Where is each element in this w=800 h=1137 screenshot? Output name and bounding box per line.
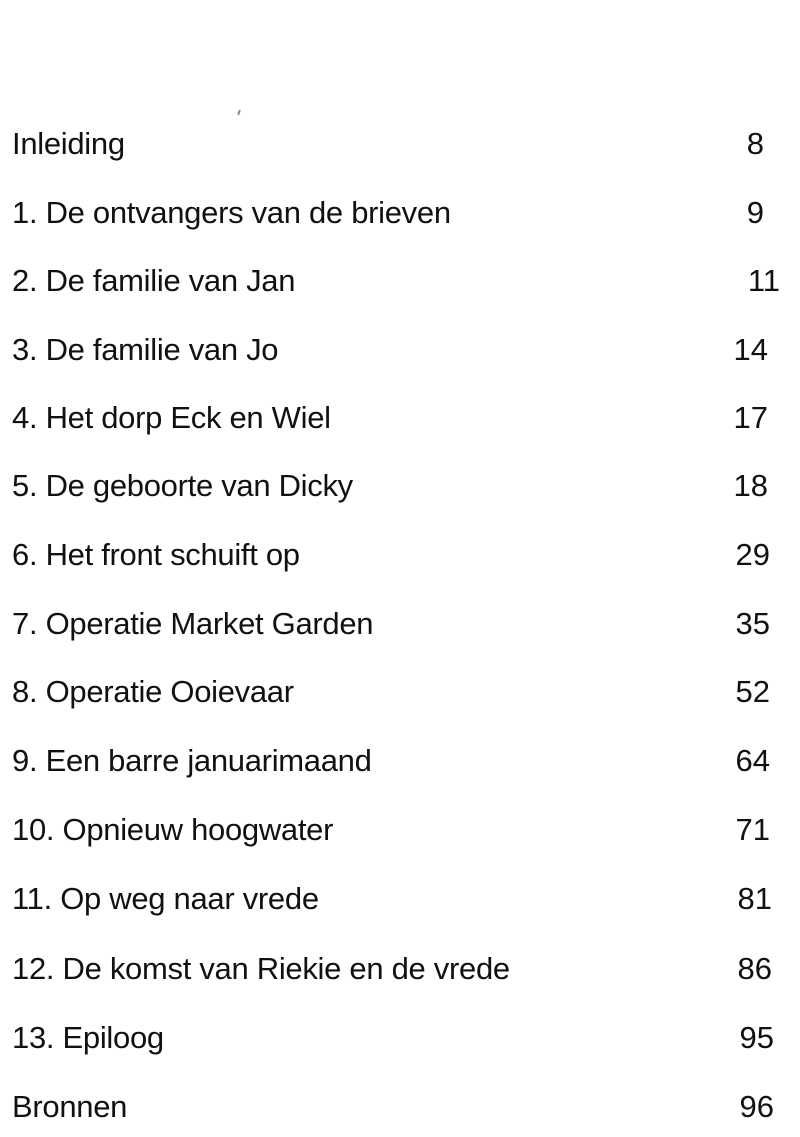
toc-entry-title: 13. Epiloog (12, 1020, 164, 1055)
toc-entry-page: 71 (735, 812, 770, 847)
toc-entry-page: 8 (746, 126, 764, 161)
toc-entry-5 (0, 466, 800, 516)
toc-entry-page: 64 (735, 743, 770, 778)
toc-entry-title: 10. Opnieuw hoogwater (12, 812, 334, 847)
toc-entry-page: 52 (735, 674, 770, 709)
toc-entry-11 (0, 879, 800, 929)
toc-entry-2 (0, 261, 800, 311)
toc-entry-page: 29 (735, 537, 770, 572)
toc-entry-10 (0, 810, 800, 860)
toc-entry-page: 86 (737, 951, 772, 986)
toc-entry-title: 4. Het dorp Eck en Wiel (12, 400, 331, 435)
toc-entry-13 (0, 1018, 800, 1068)
toc-entry-4 (0, 398, 800, 448)
toc-entry-title: 1. De ontvangers van de brieven (12, 195, 451, 230)
toc-entry-title: 12. De komst van Riekie en de vrede (12, 951, 510, 986)
toc-entry-page: 18 (733, 468, 768, 503)
toc-entry-title: 2. De familie van Jan (12, 263, 296, 298)
toc-entry-page: 9 (746, 195, 764, 230)
toc-entry-page: 95 (739, 1020, 774, 1055)
toc-entry-7 (0, 604, 800, 654)
toc-entry-page: 81 (737, 881, 772, 916)
toc-entry-page: 35 (735, 606, 770, 641)
toc-entry-title: 11. Op weg naar vrede (12, 881, 319, 916)
toc-entry-12 (0, 949, 800, 999)
toc-entry-title: 3. De familie van Jo (12, 332, 279, 367)
toc-entry-6 (0, 535, 800, 585)
toc-entry-title: Bronnen (12, 1089, 128, 1124)
toc-entry-inleiding (0, 124, 800, 174)
toc-entry-title: 9. Een barre januarimaand (12, 743, 372, 778)
toc-entry-title: 6. Het front schuift op (12, 537, 300, 572)
toc-entry-3 (0, 330, 800, 380)
toc-entry-title: Inleiding (12, 126, 125, 161)
toc-entry-page: 96 (739, 1089, 774, 1124)
toc-entry-title: 7. Operatie Market Garden (12, 606, 374, 641)
toc-entry-1 (0, 193, 800, 243)
scan-speck (237, 110, 241, 115)
toc-entry-9 (0, 741, 800, 791)
toc-entry-page: 14 (733, 332, 768, 367)
toc-entry-page: 11 (747, 263, 780, 298)
toc-entry-title: 8. Operatie Ooievaar (12, 674, 294, 709)
toc-entry-title: 5. De geboorte van Dicky (12, 468, 353, 503)
toc-entry-page: 17 (733, 400, 768, 435)
toc-entry-8 (0, 672, 800, 722)
